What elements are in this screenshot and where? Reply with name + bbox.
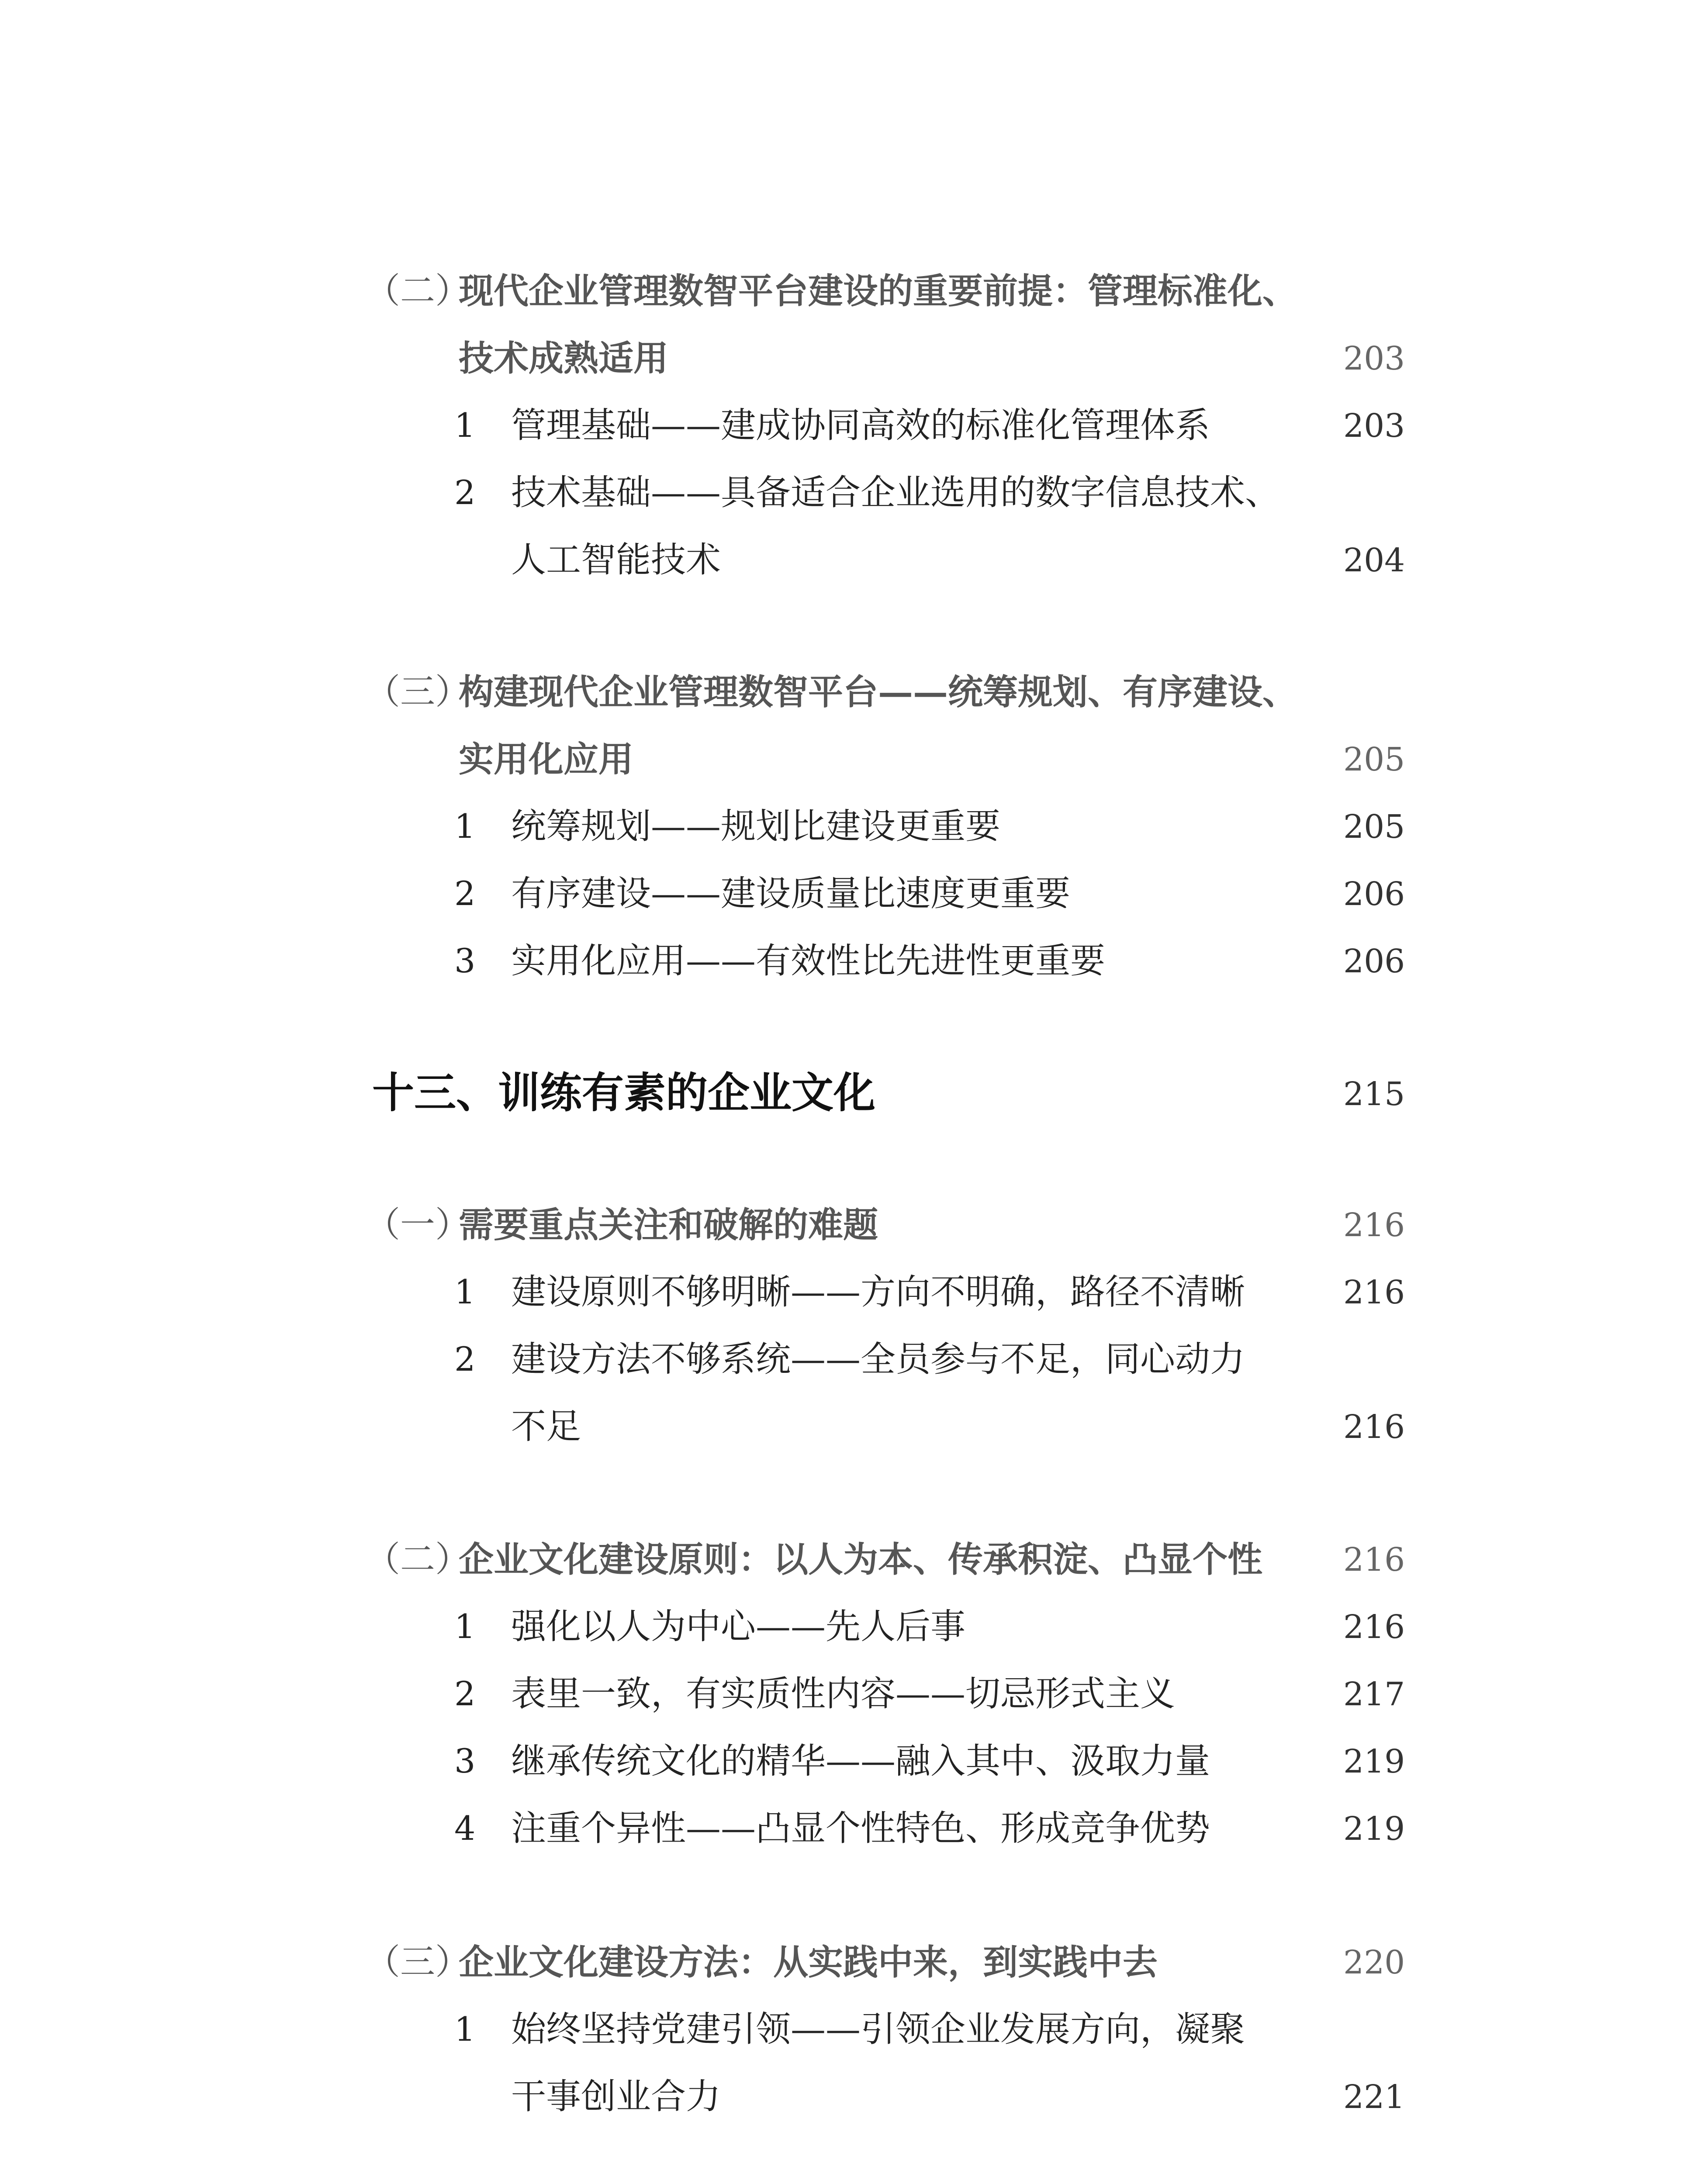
section-title-continued: 实用化应用 bbox=[459, 739, 633, 780]
item-number: 2 bbox=[454, 1674, 476, 1713]
page-number: 205 bbox=[1343, 808, 1405, 846]
page-number: 216 bbox=[1343, 1408, 1405, 1446]
toc-item[interactable] bbox=[0, 1729, 1684, 1790]
page-number: 206 bbox=[1343, 943, 1405, 980]
page-number: 203 bbox=[1343, 407, 1405, 445]
item-title-continued: 不足 bbox=[511, 1406, 581, 1447]
toc-item[interactable] bbox=[0, 460, 1684, 522]
page-number: 216 bbox=[1343, 1541, 1405, 1579]
section-marker: （一） bbox=[365, 1204, 470, 1245]
page-number: 216 bbox=[1343, 1206, 1405, 1244]
toc-section-heading[interactable] bbox=[0, 660, 1684, 721]
item-number: 1 bbox=[454, 1607, 476, 1646]
toc-item[interactable] bbox=[0, 1662, 1684, 1723]
item-title: 有序建设——建设质量比速度更重要 bbox=[511, 873, 1070, 914]
page-number: 221 bbox=[1343, 2078, 1405, 2116]
item-title: 技术基础——具备适合企业选用的数字信息技术、 bbox=[511, 472, 1280, 513]
toc-section-heading-continued[interactable] bbox=[0, 326, 1684, 387]
page-number: 219 bbox=[1343, 1743, 1405, 1780]
page-number: 219 bbox=[1343, 1810, 1405, 1848]
toc-item-continued[interactable] bbox=[0, 2064, 1684, 2125]
toc-section-heading[interactable] bbox=[0, 1527, 1684, 1588]
item-title: 始终坚持党建引领——引领企业发展方向，凝聚 bbox=[511, 2009, 1245, 2049]
toc-item[interactable] bbox=[0, 1796, 1684, 1857]
section-marker: （二） bbox=[365, 1539, 470, 1579]
section-marker: （三） bbox=[365, 671, 470, 712]
page-number: 206 bbox=[1343, 875, 1405, 913]
item-title-continued: 干事创业合力 bbox=[511, 2076, 721, 2117]
item-title: 注重个异性——凸显个性特色、形成竞争优势 bbox=[511, 1808, 1210, 1849]
section-title: 需要重点关注和破解的难题 bbox=[459, 1204, 878, 1245]
toc-item[interactable] bbox=[0, 861, 1684, 923]
section-marker: （三） bbox=[365, 1942, 470, 1982]
toc-item-continued[interactable] bbox=[0, 1394, 1684, 1455]
toc-section-heading-continued[interactable] bbox=[0, 727, 1684, 788]
page-number: 204 bbox=[1343, 542, 1405, 579]
item-title: 建设原则不够明晰——方向不明确，路径不清晰 bbox=[511, 1272, 1245, 1312]
page-number: 216 bbox=[1343, 1274, 1405, 1311]
toc-section-heading[interactable] bbox=[0, 1192, 1684, 1254]
item-number: 3 bbox=[454, 941, 476, 980]
item-number: 1 bbox=[454, 807, 476, 846]
section-title: 企业文化建设方法：从实践中来，到实践中去 bbox=[459, 1942, 1158, 1983]
section-title-continued: 技术成熟适用 bbox=[459, 338, 668, 379]
page-number: 216 bbox=[1343, 1608, 1405, 1646]
item-title: 统筹规划——规划比建设更重要 bbox=[511, 806, 1000, 847]
toc-item[interactable] bbox=[0, 1594, 1684, 1655]
toc-item[interactable] bbox=[0, 929, 1684, 990]
item-number: 1 bbox=[454, 406, 476, 445]
toc-item[interactable] bbox=[0, 1327, 1684, 1388]
section-title: 构建现代企业管理数智平台——统筹规划、有序建设、 bbox=[459, 671, 1297, 712]
toc-section-heading[interactable] bbox=[0, 1930, 1684, 1991]
item-title: 建设方法不够系统——全员参与不足，同心动力 bbox=[511, 1339, 1245, 1379]
chapter-title: 十三、训练有素的企业文化 bbox=[372, 1068, 875, 1117]
page-number: 203 bbox=[1343, 340, 1405, 377]
item-number: 2 bbox=[454, 1340, 476, 1379]
page-number: 217 bbox=[1343, 1676, 1405, 1713]
item-title: 实用化应用——有效性比先进性更重要 bbox=[511, 940, 1105, 981]
item-number: 4 bbox=[454, 1809, 476, 1848]
page-number: 220 bbox=[1343, 1944, 1405, 1981]
item-title: 表里一致，有实质性内容——切忌形式主义 bbox=[511, 1673, 1175, 1714]
toc-item[interactable] bbox=[0, 1260, 1684, 1321]
item-number: 1 bbox=[454, 1272, 476, 1311]
item-number: 3 bbox=[454, 1742, 476, 1780]
page-number: 205 bbox=[1343, 741, 1405, 778]
item-number: 2 bbox=[454, 473, 476, 512]
toc-item[interactable] bbox=[0, 1997, 1684, 2058]
item-number: 1 bbox=[454, 2010, 476, 2049]
page-number: 215 bbox=[1343, 1075, 1405, 1113]
item-title: 继承传统文化的精华——融入其中、汲取力量 bbox=[511, 1741, 1210, 1781]
toc-item[interactable] bbox=[0, 794, 1684, 855]
section-title: 现代企业管理数智平台建设的重要前提：管理标准化、 bbox=[459, 270, 1297, 311]
section-marker: （二） bbox=[365, 270, 470, 311]
toc-chapter-heading[interactable] bbox=[0, 1061, 1684, 1123]
toc-item[interactable] bbox=[0, 393, 1684, 454]
item-title-continued: 人工智能技术 bbox=[511, 539, 721, 580]
item-title: 管理基础——建成协同高效的标准化管理体系 bbox=[511, 405, 1210, 446]
toc-section-heading[interactable] bbox=[0, 259, 1684, 320]
toc-item-continued[interactable] bbox=[0, 528, 1684, 589]
section-title: 企业文化建设原则：以人为本、传承积淀、凸显个性 bbox=[459, 1539, 1262, 1580]
item-title: 强化以人为中心——先人后事 bbox=[511, 1606, 965, 1647]
item-number: 2 bbox=[454, 874, 476, 913]
